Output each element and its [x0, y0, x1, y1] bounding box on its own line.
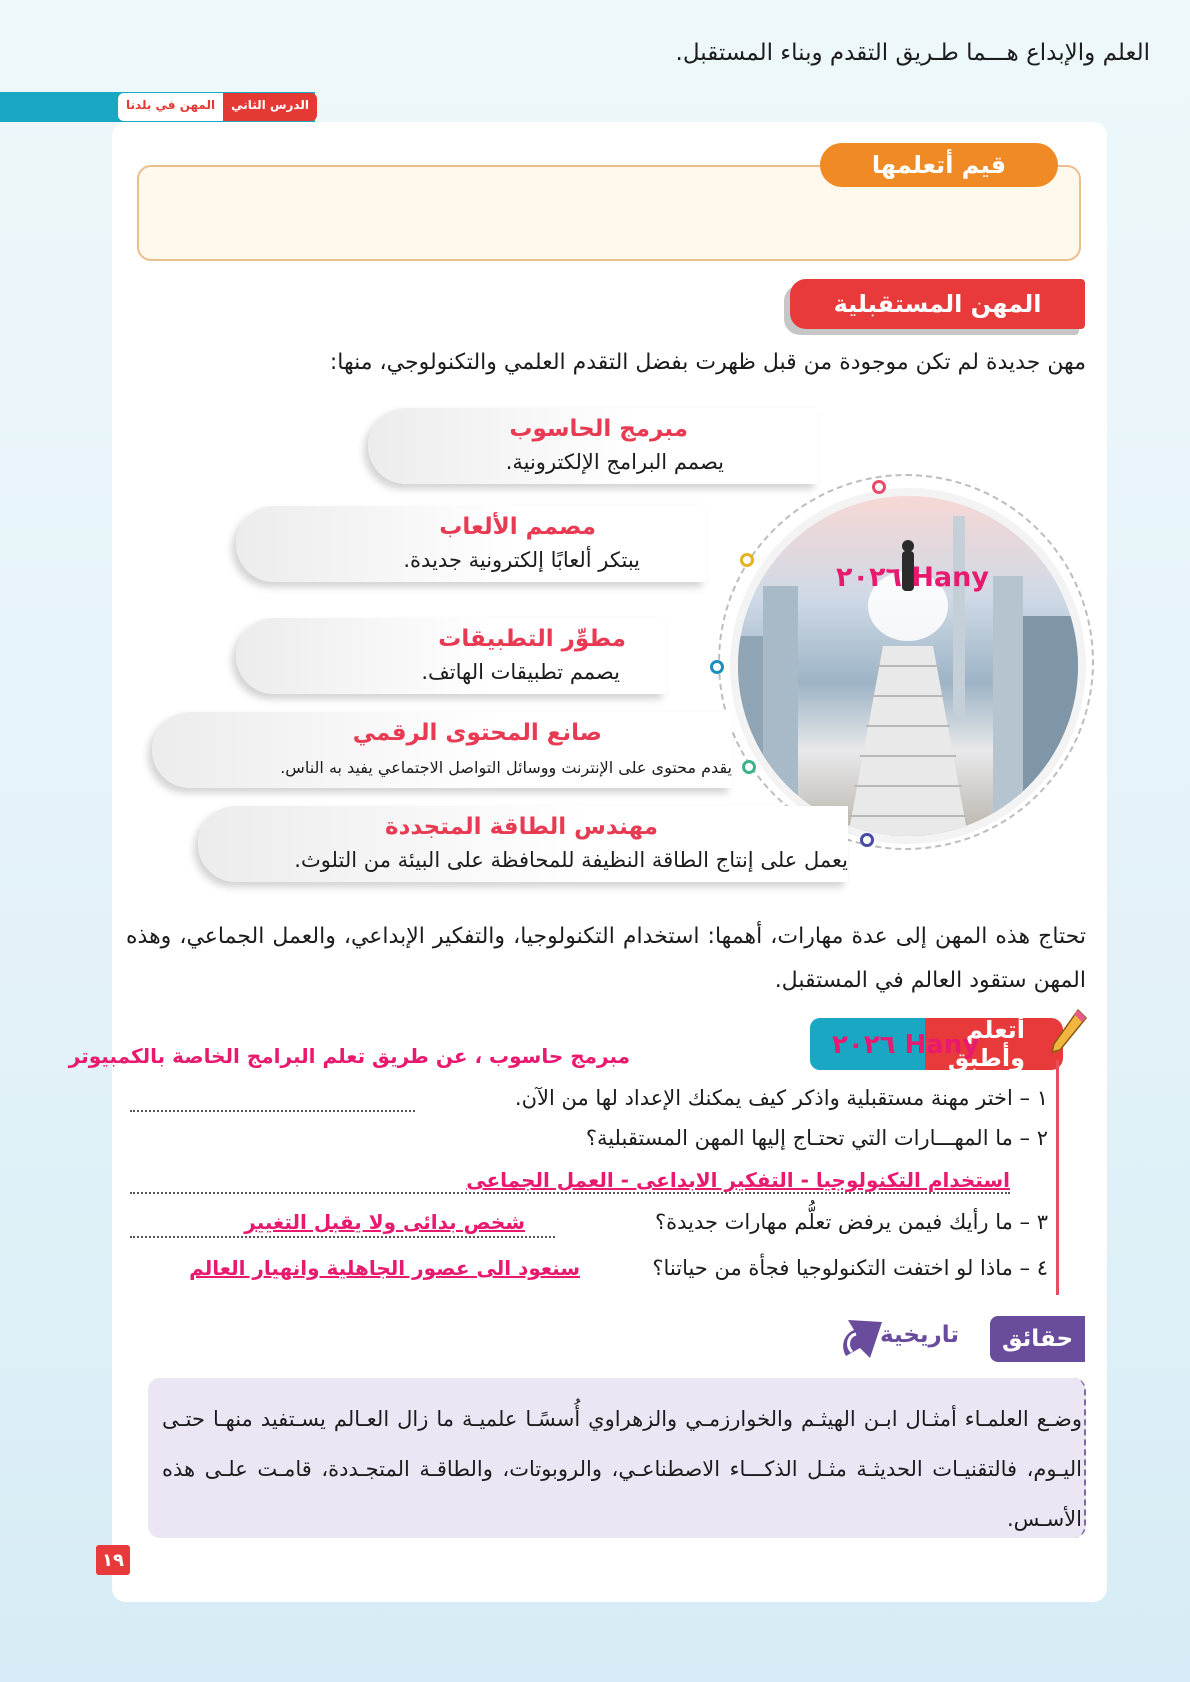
city-stairs-image	[730, 488, 1086, 844]
future-jobs-heading: المهن المستقبلية	[790, 279, 1085, 329]
answer-line	[130, 1110, 415, 1112]
job-card	[152, 712, 732, 788]
facts-text: وضـع العلمـاء أمثـال ابـن الهيثـم والخوارزمـي والزهراوي أُسسًـا علميـة ما زال العـالم يسـتفيد منهـا حتـى اليـوم، فالتقنيـات الحديثـة مثـل الذكـــاء الاصطناعـي، والروبوتات، والطاقـة المتجـددة، قامـت علـى هذه الأسـس.	[162, 1407, 1082, 1531]
question-4: ٤ – ماذا لو اختفت التكنولوجيا فجأة من حياتنا؟	[652, 1256, 1048, 1280]
activity-border	[1056, 1060, 1059, 1295]
marker-dot	[872, 480, 886, 494]
marker-dot	[860, 833, 874, 847]
answer-line	[130, 1236, 555, 1238]
job-card	[368, 408, 818, 484]
future-jobs-intro: مهن جديدة لم تكن موجودة من قبل ظهرت بفضل التقدم العلمي والتكنولوجي، منها:	[329, 350, 1086, 375]
values-heading: قيم أتعلمها	[820, 143, 1058, 187]
job-description: يعمل على إنتاج الطاقة النظيفة للمحافظة على البيئة من التلوث.	[294, 848, 848, 872]
activity-heading-label: أتعلم وأطبق	[925, 1018, 1063, 1070]
job-card	[236, 506, 706, 582]
watermark: Hany ٢٠٢٦	[836, 562, 989, 593]
answer-4: سنعود الى عصور الجاهلية وانهيار العالم	[189, 1256, 580, 1280]
marker-dot	[710, 660, 724, 674]
lesson-tag	[118, 93, 317, 121]
answer-line	[130, 1192, 1010, 1194]
job-title: مهندس الطاقة المتجددة	[385, 814, 658, 840]
history-arrow-icon	[836, 1312, 888, 1364]
answer-3: شخص بدائى ولا يقبل التغيير	[244, 1210, 525, 1234]
facts-subheading: تاريخية	[880, 1322, 960, 1348]
page-number: ١٩	[96, 1545, 130, 1575]
marker-dot	[740, 553, 754, 567]
job-title: مطوِّر التطبيقات	[438, 626, 626, 652]
skills-paragraph: تحتاج هذه المهن إلى عدة مهارات، أهمها: استخدام التكنولوجيا، والتفكير الإبداعي، والعمل الجماعي، وهذه المهن ستقود العالم في المستقبل.	[126, 924, 1086, 993]
job-card	[198, 806, 848, 882]
job-title: صانع المحتوى الرقمي	[352, 720, 602, 746]
job-description: يصمم تطبيقات الهاتف.	[421, 660, 620, 684]
answer-2: استخدام التكنولوجيا - التفكير الابداعى - العمل الجماعى	[466, 1168, 1010, 1192]
lesson-title: المهن في بلدنا	[118, 93, 223, 121]
job-title: مبرمج الحاسوب	[509, 416, 688, 442]
question-1: ١ – اختر مهنة مستقبلية واذكر كيف يمكنك الإعداد لها من الآن.	[514, 1086, 1048, 1110]
job-description: يصمم البرامج الإلكترونية.	[505, 450, 724, 474]
job-description: يبتكر ألعابًا إلكترونية جديدة.	[403, 548, 640, 572]
answer-1: مبرمج حاسوب ، عن طريق تعلم البرامج الخاصة بالكمبيوتر	[68, 1044, 630, 1068]
question-3: ٣ – ما رأيك فيمن يرفض تعلُّم مهارات جديدة؟	[654, 1210, 1048, 1234]
lesson-number: الدرس الثاني	[223, 93, 317, 121]
job-card	[236, 618, 666, 694]
values-text: العلم والإبداع هـــما طـريق التقدم وبناء المستقبل.	[675, 40, 1150, 66]
job-title: مصمم الألعاب	[439, 514, 596, 540]
watermark: Hany ٢٠٢٦	[832, 1030, 980, 1060]
job-description: يقدم محتوى على الإنترنت ووسائل التواصل الاجتماعي يفيد به الناس.	[280, 758, 732, 777]
marker-dot	[742, 760, 756, 774]
facts-heading: حقائق	[990, 1316, 1085, 1362]
city-illustration	[738, 496, 1078, 836]
pencil-icon	[1048, 1008, 1088, 1058]
question-2: ٢ – ما المهـــارات التي تحتـاج إليها المهن المستقبلية؟	[585, 1126, 1048, 1150]
